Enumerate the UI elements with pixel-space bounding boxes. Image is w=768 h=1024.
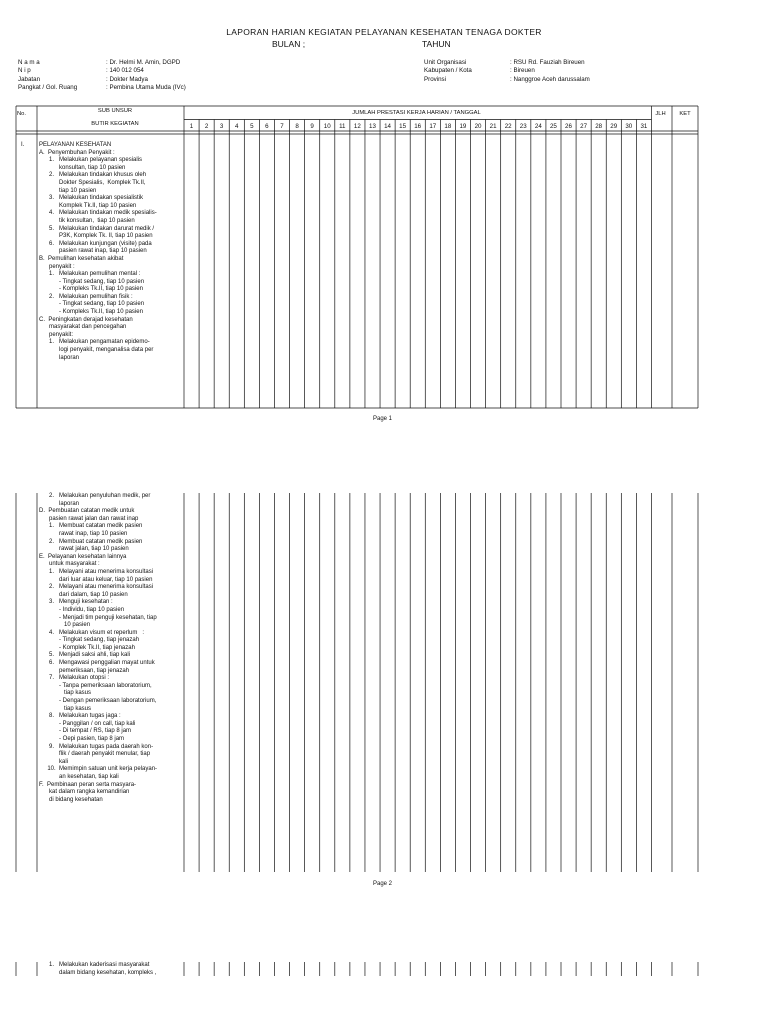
activity-line: 9. Melakukan tugas pada daerah kon- [39, 743, 154, 750]
day-10: 10 [323, 123, 331, 130]
activity-line: penyakit : [39, 263, 75, 270]
activity-line: E. Pelayanan kesehatan lainnya [39, 553, 127, 560]
day-22: 22 [504, 123, 512, 130]
header-sub-unsur: SUB UNSUR [97, 108, 133, 114]
position-label: Jabatan [18, 75, 41, 83]
activity-line: F. Pembinaan peran serta masyara- [39, 781, 137, 788]
activity-line: di bidang kesehatan [39, 796, 103, 803]
activity-line: - Individu, tiap 10 pasien [39, 606, 125, 613]
name-value: : Dr. Helmi M. Amin, DGPD [106, 59, 181, 66]
activity-line: an kesehatan, tiap kali [39, 773, 119, 780]
row-number-roman: I. [21, 142, 25, 148]
unit-label: Unit Organisasi [424, 59, 467, 66]
activity-line: - Kompleks Tk.II, tiap 10 pasien [39, 309, 143, 316]
activity-line: kat dalam rangka kemandirian [39, 789, 130, 796]
day-12: 12 [353, 123, 361, 130]
day-29: 29 [610, 123, 618, 130]
activity-line: - Tingkat sedang, tiap jenazah [39, 637, 140, 644]
day-16: 16 [414, 123, 422, 130]
activity-line: dalam bidang kesehatan, kompleks , [39, 969, 157, 976]
activity-line: 1. Melakukan pelayanan spesialis [39, 157, 143, 164]
day-21: 21 [489, 123, 497, 130]
activity-line: - Panggilan / on call, tiap kali [39, 720, 136, 727]
day-2: 2 [204, 123, 209, 130]
activity-line: pasien rawat jalan dan rawat inap [39, 515, 139, 522]
activity-line: 10 pasien [39, 622, 91, 629]
day-27: 27 [580, 123, 588, 130]
day-5: 5 [250, 123, 254, 130]
activity-line: - Oepi pasien, tiap 8 jam [39, 736, 125, 742]
activity-line: rawat jalan, tiap 10 pasien [39, 546, 129, 553]
activity-line: D. Pembuatan catatan medik untuk [39, 508, 135, 515]
identity-left-values [106, 59, 186, 93]
activity-line: laporan [39, 354, 80, 361]
day-19: 19 [459, 123, 467, 130]
regency-label: Kabupaten / Kota [424, 67, 472, 75]
activity-line: 2. Membuat catatan medik pasien [39, 538, 143, 545]
activity-line: 4. Melakukan tindakan medik spesialis- [39, 210, 157, 217]
activity-line: PELAYANAN KESEHATAN [39, 142, 112, 148]
activity-line: kali [39, 758, 69, 765]
activity-line: konsultan, tiap 10 pasien [39, 164, 126, 171]
report-title: LAPORAN HARIAN KEGIATAN PELAYANAN KESEHATAN TENAGA DOKTER [226, 27, 542, 37]
activity-line: - Tingkat sedang, tiap 10 pasien [39, 301, 145, 308]
activity-line: C. Peningkatan derajad kesehatan [39, 316, 133, 323]
day-1: 1 [189, 123, 194, 130]
activity-line: - Komplek Tk.II, tiap jenazah [39, 644, 135, 651]
identity-left-labels [18, 59, 77, 93]
activity-line: 6. Melakukan kunjungan (visite) pada [39, 240, 152, 247]
activity-line: Komplek Tk.II, tiap 10 pasien [39, 202, 137, 209]
day-30: 30 [625, 123, 633, 130]
activity-line: 7. Melakukan otopsi : [39, 675, 110, 682]
page2-label: Page 2 [373, 881, 393, 887]
province-label: Provinsi [424, 75, 447, 83]
activity-line: 5. Menjadi saksi ahli, tiap kali [39, 652, 131, 659]
activity-line: 1. Melakukan kaderisasi masyarakat [39, 962, 150, 968]
activity-line: - Menjadi tim penguji kesehatan, tiap [39, 614, 157, 621]
activity-line: - Kompleks Tk.II, tiap 10 pasien [39, 286, 143, 293]
activity-line: 10. Memimpin satuan unit kerja pelayan- [39, 766, 158, 773]
day-17: 17 [429, 123, 437, 130]
nip-value: : 140 012 054 [106, 67, 144, 75]
rank-value: : Pembina Utama Muda (IVc) [106, 84, 186, 92]
day-26: 26 [565, 123, 572, 130]
activity-line: 6. Mengawasi penggalian mayat untuk [39, 660, 155, 667]
month-label: BULAN ; [272, 39, 306, 49]
header-jumlah-prestasi: JUMLAH PRESTASI KERJA HARIAN / TANGGAL [352, 110, 481, 116]
year-label: TAHUN [422, 39, 451, 49]
activity-line: - Tanpa pemeriksaan laboratorium, [39, 682, 152, 689]
activity-line: Dokter Spesialis, Komplek Tk.II, [39, 179, 146, 186]
day-11: 11 [339, 123, 346, 130]
nip-label: N i p [18, 67, 31, 75]
header-jlh: JLH [655, 111, 666, 117]
activity-line: tiap kasus [39, 690, 92, 697]
activity-line: tiap kasus [39, 705, 92, 712]
day-6: 6 [265, 123, 269, 130]
activity-line: 1. Membuat catatan medik pasien [39, 523, 143, 530]
activity-line: 3. Menguji kesehatan : [39, 599, 113, 606]
day-24: 24 [534, 123, 542, 130]
regency-value: : Bireuen [510, 67, 535, 75]
activity-line: 2. Melayani atau menerima konsultasi [39, 584, 154, 591]
activity-line: - Dengan pemeriksaan laboratorium, [39, 698, 157, 705]
day-8: 8 [295, 123, 299, 130]
day-15: 15 [399, 123, 407, 130]
activity-line: 4. Melakukan visum et reperlum : [39, 629, 145, 636]
position-value: : Dokter Madya [106, 75, 148, 83]
page1-activity-list [39, 142, 157, 362]
page3-activity-list [39, 962, 156, 977]
activity-line: P3K, Komplek Tk. II, tiap 10 pasien [39, 233, 153, 240]
name-label: N a m a [18, 59, 40, 66]
activity-line: - Tingkat sedang, tiap 10 pasien [39, 278, 145, 285]
page1-label: Page 1 [373, 416, 393, 422]
page2-activity-list [39, 493, 157, 804]
day-9: 9 [310, 123, 314, 130]
activity-line: 1. Melakukan pemulihan mental : [39, 271, 141, 278]
province-value: : Nanggroe Aceh darussalam [510, 75, 590, 83]
activity-line: untuk masyarakat : [39, 561, 100, 568]
activity-line: 2. Melakukan penyuluhan medik, per [39, 493, 151, 499]
activity-line: - Di tempat / RS, tiap 8 jam [39, 728, 132, 735]
activity-line: B. Pemulihan kesehatan akibat [39, 255, 124, 262]
activity-line: tiap 10 pasien [39, 187, 97, 194]
day-18: 18 [444, 123, 452, 130]
activity-line: A. Penyembuhan Penyakit : [39, 149, 115, 156]
identity-right-values [510, 59, 590, 84]
activity-line: dari luar atau keluar, tiap 10 pasien [39, 576, 153, 583]
day-31: 31 [640, 123, 648, 130]
activity-line: penyakit: [39, 331, 74, 338]
activity-line: pemeriksaan, tiap jenazah [39, 667, 130, 674]
day-23: 23 [519, 123, 527, 130]
rank-label: Pangkat / Gol. Ruang [18, 84, 78, 92]
activity-line: dari dalam, tiap 10 pasien [39, 591, 128, 598]
header-butir-kegiatan: BUTIR KEGIATAN [91, 121, 139, 127]
activity-line: masyarakat dan pencegahan [39, 324, 127, 331]
activity-line: 5. Melakukan tindakan darurat medik / [39, 225, 155, 232]
activity-line: 3. Melakukan tindakan spesialistik [39, 195, 144, 202]
activity-line: 2. Melakukan tindakan khusus oleh [39, 172, 147, 179]
activity-line: tik konsultan, tiap 10 pasien [39, 217, 135, 224]
day-13: 13 [369, 123, 376, 130]
activity-line: rawat inap, tiap 10 pasien [39, 530, 128, 537]
activity-line: laporan [39, 500, 80, 507]
activity-line: pasien rawat inap, tiap 10 pasien [39, 248, 147, 255]
day-20: 20 [474, 123, 482, 130]
day-3: 3 [219, 123, 224, 130]
activity-line: 8. Melakukan tugas jaga : [39, 713, 121, 720]
day-25: 25 [549, 123, 557, 130]
header-ket: KET [679, 111, 691, 117]
activity-line: flik / daerah penyakit menular, tiap [39, 751, 151, 758]
activity-line: 2. Melakukan pemulihan fisik : [39, 293, 133, 300]
unit-value: : RSU Rd. Fauziah Bireuen [510, 59, 585, 66]
activity-line: 1. Melayani atau menerima konsultasi [39, 568, 154, 575]
header-no: No. [17, 111, 27, 117]
day-7: 7 [280, 123, 284, 130]
day-28: 28 [595, 123, 603, 130]
day-4: 4 [235, 123, 239, 130]
activity-line: 1. Melakukan pengamatan epidemo- [39, 339, 150, 346]
identity-right-labels [424, 59, 472, 84]
day-14: 14 [384, 123, 391, 130]
activity-line: logi penyakit, menganalisa data per [39, 347, 154, 354]
